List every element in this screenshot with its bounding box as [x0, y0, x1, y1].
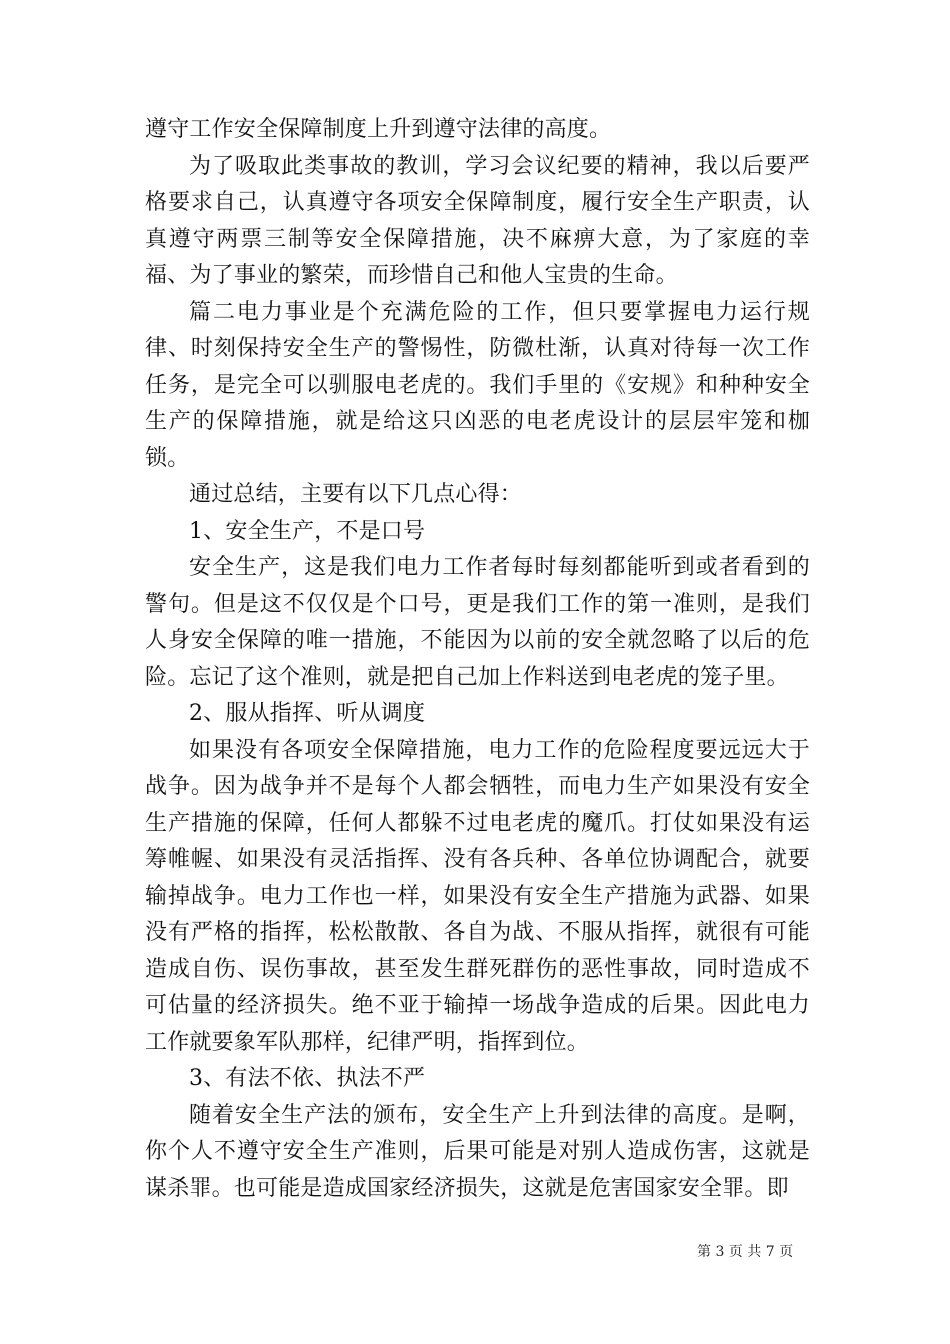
- section-heading-2: 2、服从指挥、听从调度: [189, 701, 426, 726]
- section-heading-1: 1、安全生产，不是口号: [189, 518, 426, 544]
- paragraph-section-3: 随着安全生产法的颁布，安全生产上升到法律的高度。是啊，你个人不遵守安全生产准则，后果可能是对别人造成伤害，这就是谋杀罪。也可能是造成国家经济损失，这就是危害国家安全罪。即: [145, 1102, 810, 1201]
- paragraph-part-two-intro: 篇二电力事业是个充满危险的工作，但只要掌握电力运行规律、时刻保持安全生产的警惕性，防微杜渐，认真对待每一次工作任务，是完全可以驯服电老虎的。我们手里的《安规》和种种安全生产的保障措施，就是给这只凶恶的电老虎设计的层层牢笼和枷锁。: [145, 299, 810, 471]
- paragraph-lesson: 为了吸取此类事故的教训，学习会议纪要的精神，我以后要严格要求自己，认真遵守各项安全保障制度，履行安全生产职责，认真遵守两票三制等安全保障措施，决不麻痹大意，为了家庭的幸福、为了事业的繁荣，而珍惜自己和他人宝贵的生命。: [145, 153, 810, 288]
- page-number-footer: 第 3 页 共 7 页: [697, 1244, 794, 1260]
- paragraph-summary-lead: 通过总结，主要有以下几点心得：: [189, 482, 523, 507]
- paragraph-continuation: 遵守工作安全保障制度上升到遵守法律的高度。: [145, 117, 612, 142]
- section-heading-3: 3、有法不依、执法不严: [189, 1066, 426, 1091]
- document-body: [145, 112, 810, 1207]
- paragraph-section-2: 如果没有各项安全保障措施，电力工作的危险程度要远远大于战争。因为战争并不是每个人都会牺牲，而电力生产如果没有安全生产措施的保障，任何人都躲不过电老虎的魔爪。打仗如果没有运筹帷幄、如果没有灵活指挥、没有各兵种、各单位协调配合，就要输掉战争。电力工作也一样，如果没有安全生产措施为武器、如果没有严格的指挥，松松散散、各自为战、不服从指挥，就很有可能造成自伤、误伤事故，甚至发生群死群伤的恶性事故，同时造成不可估量的经济损失。绝不亚于输掉一场战争造成的后果。因此电力工作就要象军队那样，纪律严明，指挥到位。: [145, 737, 810, 1055]
- paragraph-section-1: 安全生产，这是我们电力工作者每时每刻都能听到或者看到的警句。但是这不仅仅是个口号，更是我们工作的第一准则，是我们人身安全保障的唯一措施，不能因为以前的安全就忽略了以后的危险。忘记了这个准则，就是把自己加上作料送到电老虎的笼子里。: [145, 555, 810, 690]
